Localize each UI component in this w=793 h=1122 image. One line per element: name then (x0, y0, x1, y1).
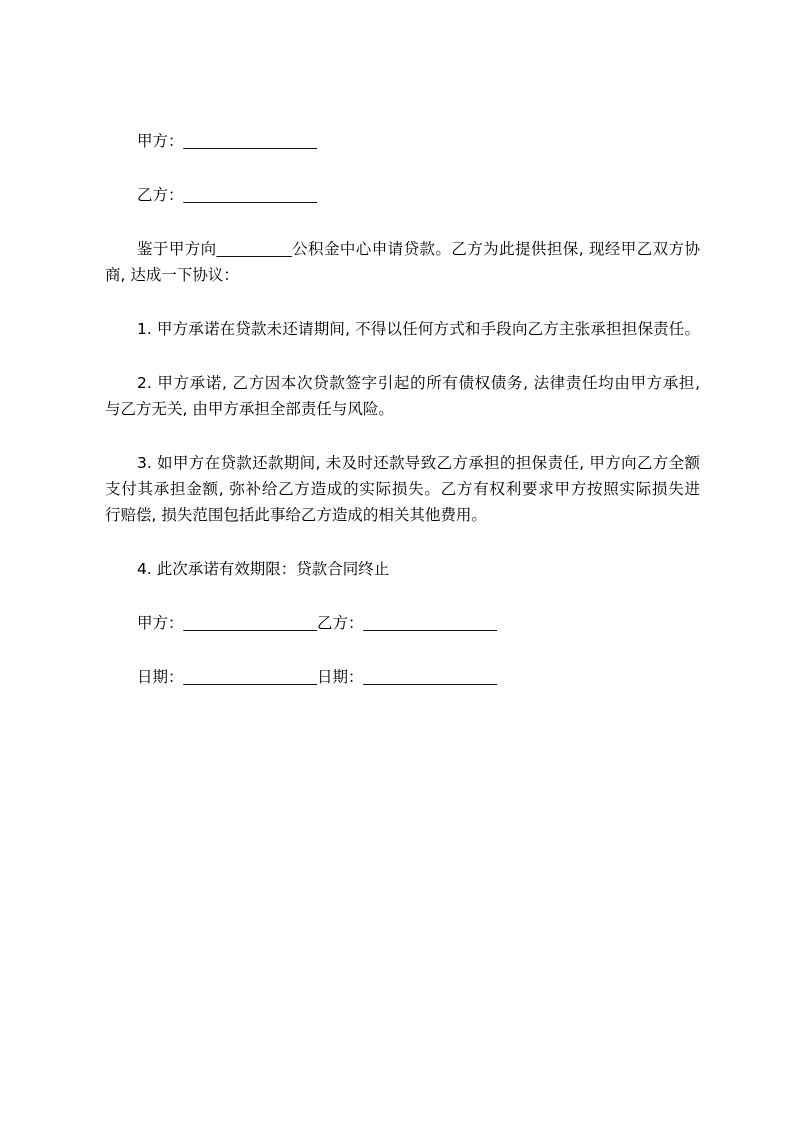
clause-4 (105, 556, 700, 582)
preamble-text-after: 公积金中心申请贷款。乙方为此提供担保, 现经甲乙双方协 (291, 240, 700, 258)
clause-3-line-3: 行赔偿, 损失范围包括此事给乙方造成的相关其他费用。 (105, 506, 487, 524)
party-a-date-label: 日期： (137, 668, 184, 686)
clause-2 (105, 370, 700, 422)
party-a-signature-blank: ________________ (183, 615, 317, 632)
party-b-signature-label: 乙方： (317, 614, 364, 632)
clause-3-line-2: 支付其承担金额, 弥补给乙方造成的实际损失。乙方有权利要求甲方按照实际损失进 (105, 480, 700, 498)
party-b-header (105, 182, 700, 208)
preamble-line-1 (105, 236, 700, 262)
party-b-signature-blank: ________________ (363, 615, 497, 632)
party-b-date-blank: ________________ (363, 669, 497, 686)
preamble-line-2: 商, 达成一下协议： (105, 266, 239, 284)
fund-center-blank: _________ (216, 241, 292, 258)
date-row (105, 664, 700, 690)
date-line (105, 664, 700, 690)
clause-1-line-1: 1. 甲方承诺在贷款未还请期间, 不得以任何方式和手段向乙方主张承担担保责任。 (137, 320, 700, 338)
party-a-label: 甲方： (137, 132, 184, 150)
party-b-label: 乙方： (137, 186, 184, 204)
clause-3 (105, 450, 700, 528)
clause-2-line-1: 2. 甲方承诺, 乙方因本次贷款签字引起的所有债权债务, 法律责任均由甲方承担, (137, 374, 700, 392)
signature-row (105, 610, 700, 636)
clause-3-line-1: 3. 如甲方在贷款还款期间, 未及时还款导致乙方承担的担保责任, 甲方向乙方全额 (137, 454, 700, 472)
clause-2-line-2: 与乙方无关, 由甲方承担全部责任与风险。 (105, 400, 394, 418)
party-b-blank: ________________ (183, 187, 317, 204)
party-a-signature-label: 甲方： (137, 614, 184, 632)
signature-line (105, 610, 700, 636)
party-a-header (105, 128, 700, 154)
party-b-line (105, 182, 700, 208)
party-a-line (105, 128, 700, 154)
preamble-text-before: 鉴于甲方向 (137, 240, 217, 258)
party-b-date-label: 日期： (317, 668, 364, 686)
party-a-blank: ________________ (183, 133, 317, 150)
party-a-date-blank: ________________ (183, 669, 317, 686)
clause-4-line-1: 4. 此次承诺有效期限：贷款合同终止 (137, 560, 390, 578)
preamble (105, 236, 700, 288)
clause-1 (105, 316, 700, 342)
